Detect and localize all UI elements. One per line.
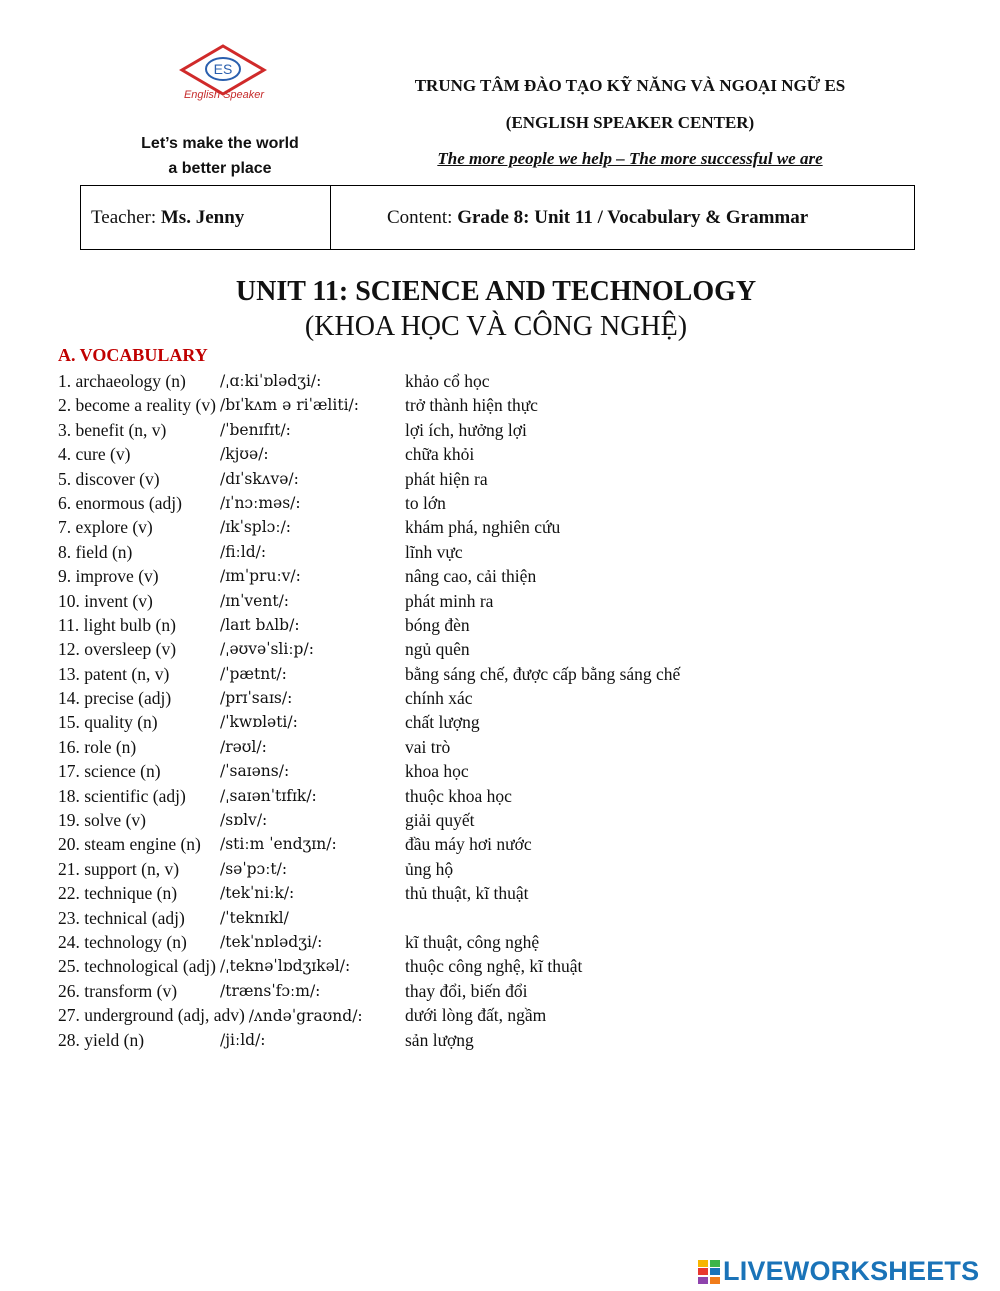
teacher-name: Ms. Jenny — [160, 206, 245, 228]
vocab-meaning: sản lượng — [405, 1029, 474, 1050]
vocab-word: 13. patent (n, v) — [58, 663, 170, 684]
vocab-meaning: phát minh ra — [405, 590, 494, 611]
vocabulary-list — [58, 369, 958, 1052]
vocab-meaning: chất lượng — [405, 712, 480, 733]
vocab-meaning: bóng đèn — [405, 614, 470, 635]
liveworksheets-watermark — [697, 1256, 979, 1287]
vocab-ipa: /ˈbenɪfɪt/: — [220, 420, 291, 439]
vocab-meaning: chữa khỏi — [405, 444, 475, 465]
teacher-cell — [81, 186, 331, 249]
vocab-row — [58, 1003, 958, 1027]
logo-text: ES — [213, 61, 233, 77]
vocab-meaning: trở thành hiện thực — [405, 395, 538, 416]
vocab-word: 19. solve (v) — [58, 810, 146, 831]
vocab-row — [58, 686, 958, 710]
vocab-ipa: /ˈkwɒləti/: — [220, 713, 298, 732]
unit-title: UNIT 11: SCIENCE AND TECHNOLOGY — [235, 276, 757, 307]
vocab-word: 27. underground (adj, adv) — [58, 1005, 245, 1026]
vocab-ipa: /dɪˈskʌvə/: — [220, 469, 299, 488]
vocab-meaning: chính xác — [405, 688, 473, 709]
vocab-ipa: /kjʊə/: — [220, 445, 269, 464]
vocab-word: 15. quality (n) — [58, 712, 158, 733]
vocab-word: 10. invent (v) — [58, 590, 153, 611]
vocab-row — [58, 1028, 958, 1052]
vocab-ipa: /ʌndəˈgraʊnd/: — [248, 1007, 363, 1026]
vocab-row — [58, 393, 958, 417]
motto-line-2: a better place — [168, 160, 272, 177]
vocab-word: 18. scientific (adj) — [58, 785, 186, 806]
teacher-label: Teacher: — [91, 206, 157, 228]
vocab-word: 26. transform (v) — [58, 980, 178, 1001]
vocab-ipa: /sɒlv/: — [220, 811, 268, 830]
vocab-meaning: thuộc khoa học — [405, 785, 512, 806]
vocab-word: 9. improve (v) — [58, 566, 159, 587]
vocab-ipa: /ɪˈnɔːməs/: — [220, 493, 301, 512]
vocab-row — [58, 979, 958, 1003]
vocab-ipa: /laɪt bʌlb/: — [220, 615, 300, 634]
vocab-meaning: ngủ quên — [405, 639, 470, 660]
vocab-row — [58, 369, 958, 393]
vocab-ipa: /ˌsaɪənˈtɪfɪk/: — [220, 786, 317, 805]
vocab-word: 11. light bulb (n) — [58, 614, 176, 635]
watermark-text: LIVEWORKSHEETS — [723, 1256, 980, 1286]
vocab-ipa: /ˈpætnt/: — [220, 664, 287, 683]
vocab-row — [58, 906, 958, 930]
center-subtitle: (ENGLISH SPEAKER CENTER) — [505, 113, 755, 132]
vocab-word: 22. technique (n) — [58, 883, 178, 904]
vocab-word: 24. technology (n) — [58, 931, 187, 952]
content-cell — [331, 186, 914, 249]
vocab-row — [58, 735, 958, 759]
vocab-meaning: kĩ thuật, công nghệ — [405, 931, 540, 952]
vocab-row — [58, 442, 958, 466]
vocab-meaning: ủng hộ — [405, 858, 454, 879]
vocab-meaning: đầu máy hơi nước — [405, 834, 532, 855]
vocab-word: 12. oversleep (v) — [58, 639, 177, 660]
vocab-ipa: /jiːld/: — [220, 1030, 266, 1049]
vocab-ipa: /səˈpɔːt/: — [220, 859, 288, 878]
vocab-row — [58, 784, 958, 808]
vocab-ipa: /ɪnˈvent/: — [220, 591, 290, 610]
vocab-meaning: thuộc công nghệ, kĩ thuật — [405, 956, 583, 977]
vocab-row — [58, 710, 958, 734]
vocab-word: 1. archaeology (n) — [58, 371, 186, 391]
vocab-ipa: /tekˈnɒlədʒi/: — [220, 932, 323, 951]
vocab-row — [58, 954, 958, 978]
vocab-row — [58, 540, 958, 564]
vocab-row — [58, 930, 958, 954]
vocab-ipa: /stiːm ˈendʒɪn/: — [220, 835, 337, 854]
vocab-ipa: /ˌəʊvəˈsliːp/: — [220, 640, 314, 659]
vocab-row — [58, 491, 958, 515]
vocab-row — [58, 881, 958, 905]
vocab-ipa: /ˌteknəˈlɒdʒɪkəl/: — [220, 957, 351, 976]
vocab-meaning: khám phá, nghiên cứu — [405, 517, 561, 538]
vocab-row — [58, 637, 958, 661]
center-name: TRUNG TÂM ĐÀO TẠO KỸ NĂNG VÀ NGOẠI NGỮ ES — [414, 76, 846, 95]
vocab-row — [58, 418, 958, 442]
vocab-meaning: khoa học — [405, 761, 469, 782]
vocab-meaning: vai trò — [405, 736, 451, 757]
vocab-ipa: /ˈsaɪəns/: — [220, 762, 290, 781]
vocab-word: 8. field (n) — [58, 541, 133, 562]
vocab-ipa: /ˈteknɪkl/ — [220, 908, 289, 927]
vocab-meaning: nâng cao, cải thiện — [405, 566, 537, 587]
vocab-ipa: /tekˈniːk/: — [220, 884, 295, 903]
vocab-meaning: khảo cổ học — [405, 371, 490, 391]
vocab-row — [58, 613, 958, 637]
vocab-meaning: thủ thuật, kĩ thuật — [405, 883, 529, 904]
vocab-row — [58, 467, 958, 491]
vocab-row — [58, 564, 958, 588]
vocab-row — [58, 589, 958, 613]
vocab-ipa: /rəʊl/: — [220, 737, 267, 756]
vocab-meaning: bằng sáng chế, được cấp bằng sáng chế — [405, 663, 681, 684]
vocab-word: 2. become a reality (v) — [58, 395, 216, 416]
vocab-word: 23. technical (adj) — [58, 907, 185, 928]
vocab-ipa: /trænsˈfɔːm/: — [220, 981, 321, 1000]
vocab-meaning: giải quyết — [405, 810, 475, 831]
vocab-word: 4. cure (v) — [58, 444, 131, 465]
vocab-ipa: /prɪˈsaɪs/: — [220, 689, 293, 708]
vocab-meaning: lợi ích, hưởng lợi — [405, 419, 527, 440]
vocab-word: 21. support (n, v) — [58, 858, 180, 879]
content-label: Content: — [387, 206, 453, 228]
vocab-row — [58, 832, 958, 856]
vocab-ipa: /ɪkˈsplɔː/: — [220, 518, 292, 537]
vocab-word: 25. technological (adj) — [58, 956, 216, 977]
vocab-ipa: /ɪmˈpruːv/: — [220, 567, 301, 586]
vocab-meaning: to lớn — [405, 492, 446, 513]
vocab-row — [58, 857, 958, 881]
vocab-word: 28. yield (n) — [58, 1029, 145, 1050]
vocab-ipa: /ˌɑːkiˈɒlədʒi/: — [220, 372, 322, 390]
vocab-word: 16. role (n) — [58, 736, 137, 757]
motto-line-1: Let’s make the world — [141, 135, 299, 152]
vocab-row — [58, 808, 958, 832]
vocab-ipa: /fiːld/: — [220, 542, 267, 561]
vocab-word: 17. science (n) — [58, 761, 161, 782]
vocab-word: 20. steam engine (n) — [58, 834, 201, 855]
vocab-word: 5. discover (v) — [58, 468, 160, 489]
vocab-row — [58, 759, 958, 783]
unit-subtitle: (KHOA HỌC VÀ CÔNG NGHỆ) — [304, 311, 688, 342]
vocab-row — [58, 662, 958, 686]
vocab-word: 6. enormous (adj) — [58, 492, 182, 513]
vocab-meaning: phát hiện ra — [405, 468, 488, 489]
vocab-meaning: lĩnh vực — [405, 541, 463, 562]
logo-caption: English Speaker — [183, 89, 265, 101]
vocab-word: 14. precise (adj) — [58, 688, 172, 709]
vocab-row — [58, 515, 958, 539]
vocab-meaning: dưới lòng đất, ngầm — [405, 1005, 547, 1026]
vocab-meaning: thay đổi, biến đổi — [405, 980, 528, 1001]
content-value: Grade 8: Unit 11 / Vocabulary & Grammar — [457, 206, 809, 228]
slogan: The more people we help – The more successful we are — [437, 149, 823, 168]
vocabulary-heading: A. VOCABULARY — [58, 345, 208, 365]
liveworksheets-icon — [697, 1259, 721, 1285]
vocab-word: 3. benefit (n, v) — [58, 419, 167, 440]
info-box — [80, 185, 915, 250]
vocab-word: 7. explore (v) — [58, 517, 153, 538]
vocab-ipa: /bɪˈkʌm ə riˈæliti/: — [220, 396, 359, 415]
